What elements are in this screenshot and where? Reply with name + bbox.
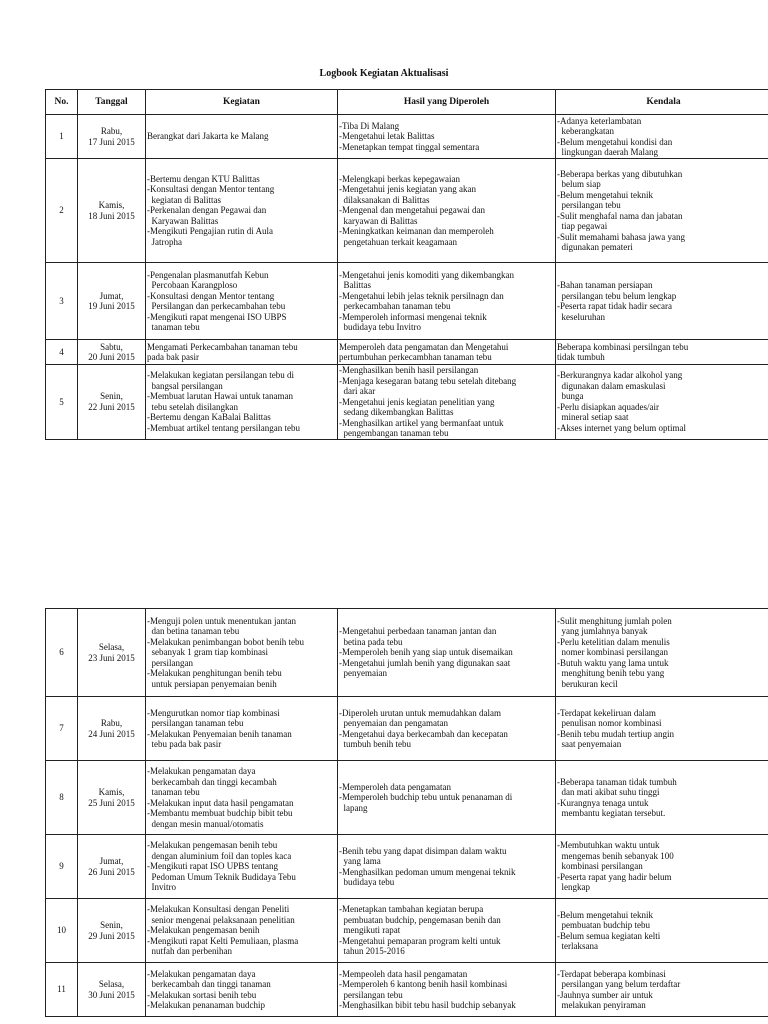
row-hasil-line: -Mengetahui jumlah benih yang digunakan saat bbox=[339, 657, 511, 668]
row-kendala-line: persilangan tebu belum lengkap bbox=[557, 290, 677, 301]
row-kegiatan-line: -Membuat artikel tentang persilangan tebu bbox=[147, 422, 300, 433]
row-number: 10 bbox=[46, 899, 78, 963]
row-kendala bbox=[556, 365, 768, 440]
row-kegiatan-line: -Mengikuti rapat Kelti Pemuliaan, plasma bbox=[147, 935, 299, 946]
row-kegiatan-line: Pedoman Umum Teknik Budidaya Tebu bbox=[147, 871, 296, 882]
row-kegiatan-line: -Membantu membuat budchip bibit tebu bbox=[147, 808, 293, 818]
table-row bbox=[46, 761, 768, 835]
row-kendala-line: kombinasi persilangan bbox=[557, 861, 643, 872]
row-kendala-line: -Butuh waktu yang lama untuk bbox=[557, 657, 669, 668]
row-hasil-line: -Mengetahui jenis kegiatan yang akan bbox=[339, 184, 476, 195]
table-row bbox=[46, 835, 768, 899]
row-date bbox=[78, 263, 146, 340]
row-kegiatan-line: -Melakukan penghitungan benih tebu bbox=[147, 668, 282, 679]
row-date-value: 30 Juni 2015 bbox=[88, 989, 135, 1000]
row-hasil-line: -Mengetahui perbedaan tanaman jantan dan bbox=[339, 626, 497, 637]
row-kegiatan bbox=[146, 115, 338, 159]
row-kegiatan bbox=[146, 340, 338, 365]
row-kendala-line: persilangan yang belum terdaftar bbox=[557, 979, 681, 989]
row-kendala-line: saat penyemaian bbox=[557, 739, 622, 749]
row-kegiatan-line: -Melakukan sortasi benih tebu bbox=[147, 989, 257, 1000]
row-kegiatan-line: -Melakukan Konsultasi dengan Peneliti bbox=[147, 904, 290, 915]
row-hasil-line: -Memperoleh 6 kantong benih hasil kombinasi bbox=[339, 979, 508, 989]
row-hasil-line: pengetahuan terkait keagamaan bbox=[339, 236, 457, 247]
row-date bbox=[78, 835, 146, 899]
row-hasil-line: -Menghasilkan artikel yang bermanfaat untuk bbox=[339, 417, 504, 428]
row-kendala-line: tiap pegawai bbox=[557, 221, 608, 231]
row-kendala-line: yang jumlahnya banyak bbox=[557, 626, 648, 637]
row-hasil-line: -Tiba Di Malang bbox=[339, 120, 400, 131]
row-date bbox=[78, 963, 146, 1017]
row-hasil-line: -Melengkapi berkas kepegawaian bbox=[339, 173, 460, 184]
row-kegiatan-line: persilangan tanaman tebu bbox=[147, 718, 244, 728]
row-kendala-line: berukuran kecil bbox=[557, 678, 618, 689]
row-kegiatan-line: -Mengikuti rapat mengenai ISO UBPS bbox=[147, 311, 287, 322]
row-kegiatan bbox=[146, 963, 338, 1017]
row-kendala-line: -Bahan tanaman persiapan bbox=[557, 280, 653, 290]
header-kendala: Kendala bbox=[556, 90, 768, 115]
row-hasil-line: pembuatan budchip, pengemasan benih dan bbox=[339, 914, 501, 925]
table-row bbox=[46, 159, 768, 263]
row-number: 1 bbox=[46, 115, 78, 159]
row-kendala-line: -Peserta rapat tidak hadir secara bbox=[557, 301, 672, 311]
row-day: Rabu, bbox=[100, 718, 123, 728]
row-kendala-line: bunga bbox=[557, 391, 584, 402]
logbook-table-page1 bbox=[45, 89, 768, 440]
row-hasil-line: -Memperoleh benih yang siap untuk disemaikan bbox=[339, 647, 513, 658]
row-kendala bbox=[556, 761, 768, 835]
row-hasil-line: -Mempeoleh data hasil pengamatan bbox=[339, 968, 468, 979]
row-hasil-line: -Memperoleh informasi mengenai teknik bbox=[339, 311, 487, 322]
row-date-value: 22 Juni 2015 bbox=[88, 401, 135, 412]
row-kegiatan bbox=[146, 609, 338, 697]
row-kegiatan-line: bangsal persilangan bbox=[147, 380, 223, 391]
row-kendala-line: belum siap bbox=[557, 179, 601, 189]
row-kegiatan-line: dan betina tanaman tebu bbox=[147, 626, 240, 637]
row-hasil-line: sedang dikembangkan Balittas bbox=[339, 407, 454, 417]
row-kegiatan-line: -Melakukan pengamatan daya bbox=[147, 968, 256, 979]
row-hasil-line: penyemaian dan pengamatan bbox=[339, 718, 448, 728]
row-kendala-line: Beberapa kombinasi persilngan tebu bbox=[557, 341, 689, 352]
row-kegiatan bbox=[146, 835, 338, 899]
row-hasil-line: lapang bbox=[339, 802, 368, 813]
row-kegiatan-line: -Melakukan pengemasan benih tebu bbox=[147, 840, 278, 851]
table-row bbox=[46, 340, 768, 365]
row-hasil-line: karyawan di Balittas bbox=[339, 215, 418, 226]
row-day: Kamis, bbox=[98, 200, 125, 210]
row-date-value: 19 Juni 2015 bbox=[88, 301, 135, 311]
row-kendala-line: -Beberapa tanaman tidak tumbuh bbox=[557, 776, 677, 787]
row-date-value: 18 Juni 2015 bbox=[88, 210, 135, 221]
row-kegiatan bbox=[146, 761, 338, 835]
row-day: Kamis, bbox=[98, 787, 125, 797]
row-kegiatan bbox=[146, 263, 338, 340]
row-kendala bbox=[556, 963, 768, 1017]
row-kegiatan bbox=[146, 697, 338, 761]
row-kegiatan-line: Jatropha bbox=[147, 236, 182, 247]
row-kendala-line: -Membutuhkan waktu untuk bbox=[557, 840, 660, 851]
row-kegiatan-line: nutfah dan perbenihan bbox=[147, 946, 232, 957]
row-kendala bbox=[556, 340, 768, 365]
table-row bbox=[46, 609, 768, 697]
row-kegiatan bbox=[146, 159, 338, 263]
table-row bbox=[46, 963, 768, 1017]
row-kegiatan-line: Mengamati Perkecambahan tanaman tebu bbox=[147, 341, 298, 352]
row-kendala-line: -Belum semua kegiatan kelti bbox=[557, 930, 661, 941]
row-kegiatan-line: -Melakukan kegiatan persilangan tebu di bbox=[147, 370, 294, 381]
row-hasil-line: -Memperoleh budchip tebu untuk penanaman di bbox=[339, 792, 513, 803]
row-kendala-line: mengemas benih sebanyak 100 bbox=[557, 850, 674, 861]
row-hasil-line: dari akar bbox=[339, 386, 376, 396]
row-kendala-line: lengkap bbox=[557, 882, 590, 893]
row-hasil bbox=[338, 115, 556, 159]
row-kendala-line: -Belum mengetahui teknik bbox=[557, 189, 653, 200]
row-kegiatan-line: -Membuat larutan Hawai untuk tanaman bbox=[147, 391, 293, 402]
row-hasil-line: betina pada tebu bbox=[339, 636, 403, 647]
row-hasil-line: budidaya tebu Invitro bbox=[339, 322, 421, 332]
row-kegiatan-line: pada bak pasir bbox=[147, 352, 199, 362]
row-hasil-line: tumbuh benih tebu bbox=[339, 739, 411, 749]
row-kegiatan-line: -Bertemu dengan KTU Balittas bbox=[147, 173, 260, 184]
row-kegiatan-line: untuk persiapan penyemaian benih bbox=[147, 678, 277, 689]
row-kegiatan-line: -Melakukan pengamatan daya bbox=[147, 766, 256, 776]
row-day: Sabtu, bbox=[100, 341, 123, 352]
row-kendala-line: -Beberapa berkas yang dibutuhkan bbox=[557, 168, 683, 179]
row-date bbox=[78, 340, 146, 365]
row-kendala-line: -Kurangnya tenaga untuk bbox=[557, 797, 649, 808]
row-kegiatan-line: kegiatan di Balittas bbox=[147, 194, 221, 205]
row-kegiatan-line: -Pengenalan plasmanutfah Kebun bbox=[147, 269, 269, 280]
row-day: Rabu, bbox=[100, 126, 123, 136]
row-hasil-line: -Mengetahui lebih jelas teknik persilnagn dan bbox=[339, 290, 504, 301]
row-hasil-line: Balittas bbox=[339, 280, 371, 290]
row-day: Selasa, bbox=[98, 642, 125, 652]
table-row bbox=[46, 115, 768, 159]
row-hasil-line: yang lama bbox=[339, 856, 381, 866]
row-kegiatan-line: sebanyak 1 gram tiap kombinasi bbox=[147, 647, 268, 658]
row-kendala-line: melakukan penyiraman bbox=[557, 1000, 646, 1010]
row-kendala-line: -Jauhnya sumber air untuk bbox=[557, 989, 653, 1000]
row-kegiatan-line: Percobaan Karangploso bbox=[147, 280, 238, 290]
row-hasil bbox=[338, 697, 556, 761]
row-kendala bbox=[556, 609, 768, 697]
row-kendala-line: nomer kombinasi persilangan bbox=[557, 647, 668, 658]
row-kendala-line: -Adanya keterlambatan bbox=[557, 115, 642, 126]
row-number: 2 bbox=[46, 159, 78, 263]
row-kegiatan-line: -Konsultasi dengan Mentor tentang bbox=[147, 290, 275, 301]
row-date bbox=[78, 899, 146, 963]
row-kendala-line: penulisan nomor kombinasi bbox=[557, 718, 662, 728]
row-kendala bbox=[556, 899, 768, 963]
row-kendala-line: pembuatan budchip tebu bbox=[557, 920, 650, 930]
row-kendala-line: -Benih tebu mudah tertiup angin bbox=[557, 728, 674, 739]
row-hasil-line: -Mengetahui jenis kegiatan penelitian yang bbox=[339, 396, 495, 407]
row-day: Senin, bbox=[100, 391, 123, 402]
row-kendala-line: -Terdapat beberapa kombinasi bbox=[557, 968, 666, 979]
row-date-value: 29 Juni 2015 bbox=[88, 930, 135, 941]
row-hasil bbox=[338, 963, 556, 1017]
row-hasil-line: -Diperoleh urutan untuk memudahkan dalam bbox=[339, 707, 501, 718]
row-kendala-line: membantu kegiatan tersebut. bbox=[557, 808, 666, 818]
table-row bbox=[46, 263, 768, 340]
row-kendala-line: mineral setiap saat bbox=[557, 412, 629, 423]
row-date-value: 23 Juni 2015 bbox=[88, 652, 135, 663]
row-number: 9 bbox=[46, 835, 78, 899]
row-date bbox=[78, 609, 146, 697]
row-kegiatan-line: -Menguji polen untuk menentukan jantan bbox=[147, 615, 296, 626]
row-kendala-line: -Sulit memahami bahasa jawa yang bbox=[557, 231, 685, 242]
row-hasil bbox=[338, 340, 556, 365]
row-kendala-line: dan mati akibat suhu tinggi bbox=[557, 787, 660, 797]
row-kendala-line: terlaksana bbox=[557, 941, 598, 951]
table-row bbox=[46, 365, 768, 440]
row-kendala-line: keseluruhan bbox=[557, 311, 605, 322]
row-kendala-line: -Sulit menghitung jumlah polen bbox=[557, 615, 672, 626]
row-hasil-line: pertumbuhan perkecambhan tanaman tebu bbox=[339, 352, 492, 362]
row-kegiatan-line: -Bertemu dengan KaBalai Balittas bbox=[147, 412, 271, 423]
row-kendala bbox=[556, 835, 768, 899]
row-hasil-line: dilaksanakan di Balittas bbox=[339, 194, 430, 205]
row-hasil bbox=[338, 899, 556, 963]
row-date-value: 17 Juni 2015 bbox=[88, 136, 135, 147]
row-hasil-line: -Menetapkan tempat tinggal sementara bbox=[339, 141, 480, 152]
row-hasil-line: Memperoleh data pengamatan dan Mengetahui bbox=[339, 341, 509, 352]
row-kendala-line: -Akses internet yang belum optimal bbox=[557, 422, 686, 433]
row-kendala-line: -Sulit menghafal nama dan jabatan bbox=[557, 210, 683, 221]
row-kendala-line: persilangan tebu bbox=[557, 200, 621, 210]
row-date bbox=[78, 159, 146, 263]
row-kendala-line: -Belum mengetahui teknik bbox=[557, 909, 653, 920]
row-hasil-line: pengembangan tanaman tebu bbox=[339, 428, 449, 438]
row-kegiatan-line: -Melakukan pengemasan benih bbox=[147, 925, 260, 936]
header-kegiatan: Kegiatan bbox=[146, 90, 338, 115]
header-no: No. bbox=[46, 90, 78, 115]
row-kendala bbox=[556, 115, 768, 159]
table-row bbox=[46, 697, 768, 761]
row-kegiatan bbox=[146, 899, 338, 963]
row-date-value: 26 Juni 2015 bbox=[88, 866, 135, 877]
row-day: Jumat, bbox=[99, 856, 124, 866]
row-kegiatan-line: tanaman tebu bbox=[147, 787, 200, 797]
row-kegiatan-line: -Konsultasi dengan Mentor tentang bbox=[147, 184, 275, 195]
row-number: 5 bbox=[46, 365, 78, 440]
row-kegiatan-line: -Melakukan Penyemaian benih tanaman bbox=[147, 728, 292, 739]
row-kendala-line: tidak tumbuh bbox=[557, 352, 605, 362]
row-hasil-line: penyemaian bbox=[339, 668, 387, 679]
row-date-value: 25 Juni 2015 bbox=[88, 797, 135, 808]
row-hasil-line: budidaya tebu bbox=[339, 877, 395, 887]
row-hasil-line: persilangan tebu bbox=[339, 989, 403, 1000]
row-kegiatan bbox=[146, 365, 338, 440]
row-hasil-line: -Menjaga kesegaran batang tebu setelah ditebang bbox=[339, 375, 517, 386]
row-kegiatan-line: tebu setelah disilangkan bbox=[147, 401, 238, 412]
row-hasil bbox=[338, 159, 556, 263]
row-kendala-line: -Perlu disiapkan aquades/air bbox=[557, 401, 659, 412]
row-date bbox=[78, 365, 146, 440]
row-hasil-line: mengikuti rapat bbox=[339, 925, 401, 936]
row-hasil-line: -Menghasilkan pedoman umum mengenai teknik bbox=[339, 866, 516, 877]
row-hasil-line: -Mengetahui pemaparan program kelti untuk bbox=[339, 935, 501, 946]
row-kegiatan-line: dengan aluminium foil dan toples kaca bbox=[147, 850, 292, 861]
row-date bbox=[78, 697, 146, 761]
row-number: 7 bbox=[46, 697, 78, 761]
row-kegiatan-line: -Mengikuti rapat ISO UPBS tentang bbox=[147, 861, 278, 872]
row-kendala bbox=[556, 697, 768, 761]
table-row bbox=[46, 899, 768, 963]
row-hasil-line: -Menetapkan tambahan kegiatan berupa bbox=[339, 904, 484, 915]
row-number: 6 bbox=[46, 609, 78, 697]
row-kegiatan-line: senior mengenai pelaksanaan penelitian bbox=[147, 914, 295, 925]
row-hasil-line: -Mengetahui daya berkecambah dan kecepatan bbox=[339, 728, 508, 739]
row-date bbox=[78, 761, 146, 835]
row-day: Senin, bbox=[100, 920, 123, 930]
row-kendala-line: -Terdapat kekeliruan dalam bbox=[557, 707, 656, 718]
row-hasil-line: -Menghasilkan bibit tebu hasil budchip sebanyak bbox=[339, 1000, 516, 1010]
row-kendala-line: menghitung benih tebu yang bbox=[557, 668, 665, 679]
row-kegiatan-line: dengan mesin manual/otomatis bbox=[147, 818, 264, 829]
row-hasil-line: -Memperoleh data pengamatan bbox=[339, 781, 451, 792]
row-kegiatan-line: Invitro bbox=[147, 882, 176, 893]
table-header-row bbox=[46, 90, 768, 115]
row-hasil-line: perkecambahan tanaman tebu bbox=[339, 301, 451, 311]
document-title: Logbook Kegiatan Aktualisasi bbox=[319, 68, 449, 79]
row-kendala-line: keberangkatan bbox=[557, 126, 614, 136]
row-kegiatan-line: -Melakukan penanaman budchip bbox=[147, 1000, 265, 1010]
row-hasil bbox=[338, 835, 556, 899]
row-hasil-line: -Mengetahui jenis komoditi yang dikembangkan bbox=[339, 269, 514, 280]
row-number: 11 bbox=[46, 963, 78, 1017]
row-date-value: 20 Juni 2015 bbox=[88, 352, 135, 362]
row-kegiatan-line: Karyawan Balittas bbox=[147, 215, 219, 226]
row-kegiatan-line: berkecambah dan tinggi tanaman bbox=[147, 979, 271, 989]
row-hasil-line: -Menghasilkan benih hasil persilangan bbox=[339, 365, 479, 375]
row-kegiatan-line: -Melakukan input data hasil pengamatan bbox=[147, 797, 294, 808]
row-kegiatan-line: Berangkat dari Jakarta ke Malang bbox=[147, 131, 269, 142]
row-hasil bbox=[338, 609, 556, 697]
row-kegiatan-line: berkecambah dan tinggi kecambah bbox=[147, 776, 277, 787]
row-hasil-line: -Meningkatkan keimanan dan memperoleh bbox=[339, 226, 494, 237]
row-kendala-line: digunakan pemateri bbox=[557, 242, 633, 252]
header-tanggal: Tanggal bbox=[78, 90, 146, 115]
row-day: Selasa, bbox=[98, 979, 125, 989]
row-kegiatan-line: Persilangan dan perkecambahan tebu bbox=[147, 301, 286, 311]
row-kendala-line: digunakan dalam emaskulasi bbox=[557, 380, 666, 391]
row-kegiatan-line: tebu pada bak pasir bbox=[147, 739, 222, 749]
row-kendala-line: -Belum mengetahui kondisi dan bbox=[557, 136, 673, 147]
row-kegiatan-line: tanaman tebu bbox=[147, 322, 200, 332]
row-kegiatan-line: -Melakukan penimbangan bobot benih tebu bbox=[147, 636, 304, 647]
row-kegiatan-line: persilangan bbox=[147, 657, 193, 668]
row-hasil bbox=[338, 365, 556, 440]
row-hasil-line: tahun 2015-2016 bbox=[339, 946, 405, 957]
row-kendala bbox=[556, 263, 768, 340]
row-date bbox=[78, 115, 146, 159]
row-kegiatan-line: -Mengikuti Pengajian rutin di Aula bbox=[147, 226, 273, 237]
row-day: Jumat, bbox=[99, 290, 124, 301]
row-kendala bbox=[556, 159, 768, 263]
row-kendala-line: -Berkurangnya kadar alkohol yang bbox=[557, 370, 683, 381]
row-kendala-line: -Perlu ketelitian dalam menulis bbox=[557, 636, 670, 647]
row-hasil bbox=[338, 761, 556, 835]
row-kendala-line: -Peserta rapat yang hadir belum bbox=[557, 871, 672, 882]
row-number: 3 bbox=[46, 263, 78, 340]
row-number: 8 bbox=[46, 761, 78, 835]
header-hasil: Hasil yang Diperoleh bbox=[338, 90, 556, 115]
row-kegiatan-line: -Mengurutkan nomor tiap kombinasi bbox=[147, 707, 280, 718]
row-kendala-line: lingkungan daerah Malang bbox=[557, 147, 658, 157]
row-hasil-line: -Benih tebu yang dapat disimpan dalam waktu bbox=[339, 845, 507, 856]
logbook-table-page2 bbox=[45, 608, 768, 1017]
row-hasil-line: -Mengenal dan mengetahui pegawai dan bbox=[339, 205, 485, 216]
row-date-value: 24 Juni 2015 bbox=[88, 728, 135, 739]
row-hasil-line: -Mengetahui letak Balittas bbox=[339, 131, 435, 142]
row-hasil bbox=[338, 263, 556, 340]
row-kegiatan-line: -Perkenalan dengan Pegawai dan bbox=[147, 205, 267, 216]
row-number: 4 bbox=[46, 340, 78, 365]
